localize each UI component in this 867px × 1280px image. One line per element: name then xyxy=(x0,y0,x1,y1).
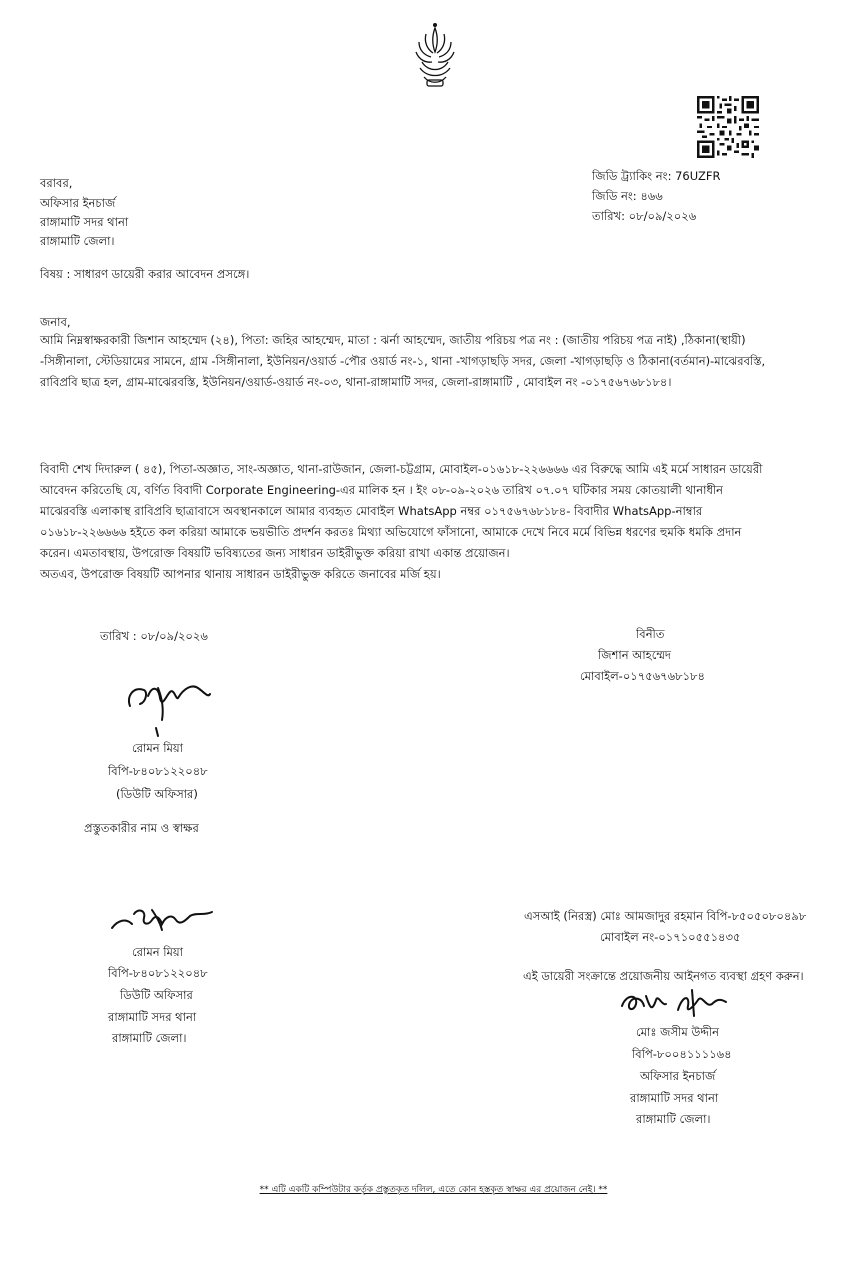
oc-district: রাঙ্গামাটি জেলা। xyxy=(636,1112,711,1126)
address-line-3: রাঙ্গামাটি সদর থানা xyxy=(40,215,129,229)
preparer-bp-number: বিপি-৮৪০৮১২২০৪৮ xyxy=(108,764,208,778)
oc-bp-number: বিপি-৮০০৪১১১১৬৪ xyxy=(632,1047,732,1061)
salutation: জনাব, xyxy=(40,315,71,329)
paragraph-line: ০১৬১৮-২২৬৬৬৬ হইতে কল করিয়া আমাকে ভয়ভীতি প্রদর্শন করতঃ মিথ্যা অভিযোগে ফাঁসানো, আমাকে দেখে নিবে মর্মে বিভিন্ন ধরণের হুমকি ধমকি প্রদান xyxy=(40,525,742,539)
si-officer-mobile: মোবাইল নং-০১৭১০৫৫১৪৩৫ xyxy=(600,930,741,944)
paragraph-line: -সিঙ্গীনালা, স্টেডিয়ামের সামনে, গ্রাম -সিঙ্গীনালা, ইউনিয়ন/ওয়ার্ড -পৌর ওয়ার্ড নং-১, থানা -খাগড়াছড়ি সদর, জেলা -খাগড়াছড়ি ও ঠিকানা(বর্তমান)-মাঝেরবস্তি, xyxy=(40,354,766,368)
oc-role: অফিসার ইনচার্জ xyxy=(640,1069,716,1083)
address-line-2: অফিসার ইনচার্জ xyxy=(40,196,116,210)
address-line-4: রাঙ্গামাটি জেলা। xyxy=(40,234,115,248)
gd-number: জিডি নং: ৪৬৬ xyxy=(592,189,663,203)
preparer-signature-icon xyxy=(118,668,218,738)
gd-date: তারিখ: ০৮/০৯/২০২৬ xyxy=(592,209,697,223)
paragraph-line: বিবাদী শেখ দিদারুল ( ৪৫), পিতা-অজ্ঞাত, সাং-অজ্ঞাত, থানা-রাউজান, জেলা-চট্টগ্রাম, মোবাইল-০১৬১৮-২২৬৬৬৬ এর বিরুদ্ধে আমি এই মর্মে সাধারন ডায়েরী xyxy=(40,462,763,476)
duty-officer-signature-icon xyxy=(108,902,228,942)
applicant-name: জিশান আহম্মেদ xyxy=(598,648,671,662)
duty-officer-role: ডিউটি অফিসার xyxy=(120,988,193,1002)
footer-text: ** এটি একটি কম্পিউটার কর্তৃক প্রস্তুতকৃত দলিল, এতে কোন হস্তকৃত স্বাক্ষর এর প্রয়োজন নেই। ** xyxy=(259,1185,608,1195)
paragraph-line: করেন। এমতাবস্থায়, উপরোক্ত বিষয়টি ভবিষ্যতের জন্য সাধারন ডাইরীভুক্ত করিয়া রাখা একান্ত প্রয়োজন। xyxy=(40,546,510,560)
paragraph-line: রাবিপ্রবি ছাত্র হল, গ্রাম-মাঝেরবস্তি, ইউনিয়ন/ওয়ার্ড-ওয়ার্ড নং-০৩, থানা-রাঙ্গামাটি সদর, জেলা-রাঙ্গামাটি , মোবাইল নং -০১৭৫৬৭৬৮১৮৪। xyxy=(40,375,672,389)
oc-name: মোঃ জসীম উদ্দীন xyxy=(636,1025,720,1039)
complaint-paragraph xyxy=(40,459,840,585)
preparer-caption: প্রস্তুতকারীর নাম ও স্বাক্ষর xyxy=(84,821,199,835)
address-line-1: বরাবর, xyxy=(40,176,73,190)
oc-station: রাঙ্গামাটি সদর থানা xyxy=(630,1091,719,1105)
preparer-role: (ডিউটি অফিসার) xyxy=(116,787,198,801)
applicant-mobile: মোবাইল-০১৭৫৬৭৬৮১৮৪ xyxy=(580,669,705,683)
applicant-details-paragraph xyxy=(40,330,840,393)
duty-officer-station: রাঙ্গামাটি সদর থানা xyxy=(108,1010,197,1024)
subject-line: বিষয় : সাধারণ ডায়েরী করার আবেদন প্রসঙ্গে। xyxy=(40,267,250,281)
police-emblem-icon xyxy=(412,22,458,90)
gd-tracking-number: জিডি ট্র্যাকিং নং: 76UZFR xyxy=(592,169,721,183)
closing-word: বিনীত xyxy=(636,627,665,641)
paragraph-line: আবেদন করিতেছি যে, বর্ণিত বিবাদী Corporate Engineering-এর মালিক হন । ইং ০৮-০৯-২০২৬ তারিখ ০৭.০৭ ঘটিকার সময় কোতয়ালী থানাধীন xyxy=(40,483,724,497)
left-date: তারিখ : ০৮/০৯/২০২৬ xyxy=(100,629,208,643)
officer-in-charge-signature-icon xyxy=(616,986,736,1022)
duty-officer-bp-number: বিপি-৮৪০৮১২২০৪৮ xyxy=(108,966,208,980)
duty-officer-name: রোমন মিয়া xyxy=(132,945,184,959)
qr-code-icon xyxy=(697,96,759,158)
paragraph-line: মাঝেরবস্তি এলাকাস্থ রাবিপ্রবি ছাত্রাবাসে অবস্থানকালে আমার ব্যবহৃত মোবাইল WhatsApp নম্বর ০১৭৫৬৭৬৮১৮৪- বিবাদীর WhatsApp-নাম্বার xyxy=(40,504,703,518)
duty-officer-district: রাঙ্গামাটি জেলা। xyxy=(112,1031,187,1045)
paragraph-line: অতএব, উপরোক্ত বিষয়টি আপনার থানায় সাধারন ডাইরীভুক্ত করিতে জনাবের মর্জি হয়। xyxy=(40,567,441,581)
si-officer-line: এসআই (নিরস্ত্র) মোঃ আমজাদুর রহমান বিপি-৮৫০৫০৮০৪৯৮ xyxy=(524,909,807,923)
instruction-line: এই ডায়েরী সংক্রান্তে প্রয়োজনীয় আইনগত ব্যবস্থা গ্রহণ করুন। xyxy=(523,969,804,983)
paragraph-line: আমি নিম্নস্বাক্ষরকারী জিশান আহম্মেদ (২৪), পিতা: জহির আহম্মেদ, মাতা : ঝর্না আহম্মেদ, জাতীয় পরিচয় পত্র নং : (জাতীয় পরিচয় পত্র নাই) ,ঠিকানা(স্থায়ী) xyxy=(40,333,746,347)
preparer-name: রোমন মিয়া xyxy=(132,741,184,755)
computer-generated-footer xyxy=(0,1182,867,1197)
